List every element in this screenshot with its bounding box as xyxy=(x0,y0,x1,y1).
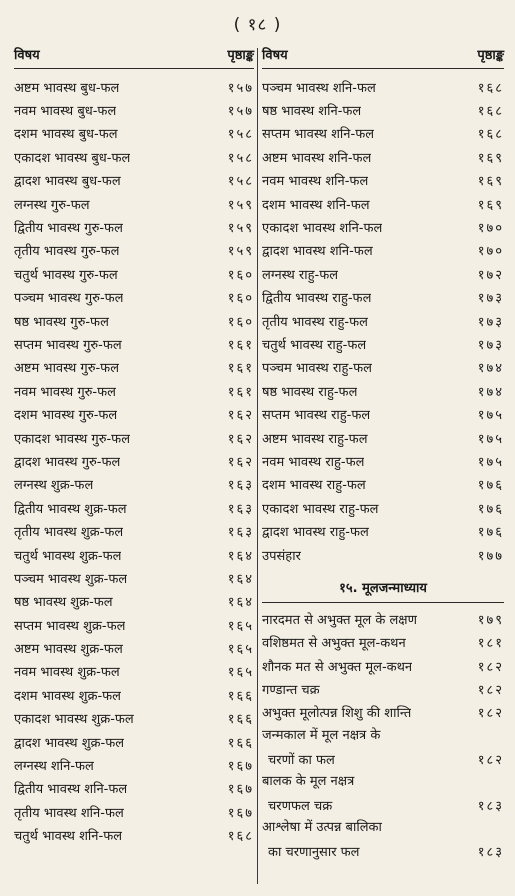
toc-entry-title-line2: चरणफल चक्र xyxy=(268,798,333,814)
toc-entry-title: नवम भावस्थ शनि-फल xyxy=(262,174,369,190)
toc-entry-title: द्वादश भावस्थ शनि-फल xyxy=(262,244,373,260)
toc-entry-title: चतुर्थ भावस्थ राहु-फल xyxy=(262,337,367,353)
toc-entry xyxy=(14,169,254,192)
toc-entry xyxy=(262,75,504,98)
toc-entry-title: द्वादश भावस्थ गुरु-फल xyxy=(14,454,121,470)
toc-entry-page: १७३ xyxy=(477,314,504,330)
toc-entry-title: दशम भावस्थ बुध-फल xyxy=(14,127,118,143)
toc-entry-title: तृतीय भावस्थ शुक्र-फल xyxy=(14,525,124,541)
toc-entry xyxy=(262,631,504,654)
toc-entry-title: एकादश भावस्थ बुध-फल xyxy=(14,150,131,166)
toc-entry-page: १६५ xyxy=(227,665,254,681)
toc-entry-page: १५९ xyxy=(227,221,254,237)
toc-entry-title: लग्नस्थ शनि-फल xyxy=(14,759,94,775)
toc-entry-title: नारदमत से अभुक्त मूल के लक्षण xyxy=(262,612,417,628)
toc-entry-title: द्वितीय भावस्थ गुरु-फल xyxy=(14,221,123,237)
toc-entry xyxy=(262,402,504,425)
toc-entry xyxy=(14,660,254,683)
toc-entry-title: अभुक्त मूलोत्पन्न शिशु की शान्ति xyxy=(262,706,412,722)
toc-entry-title: लग्नस्थ शुक्र-फल xyxy=(14,478,94,494)
toc-entry-title-line2: चरणों का फल xyxy=(268,752,335,768)
toc-entry xyxy=(262,145,504,168)
toc-entry-page: १७४ xyxy=(477,384,504,400)
toc-entry-title: नवम भावस्थ बुध-फल xyxy=(14,104,117,120)
toc-entry xyxy=(262,677,504,700)
toc-entry-title: चतुर्थ भावस्थ शनि-फल xyxy=(14,829,123,845)
toc-entry-title: अष्टम भावस्थ बुध-फल xyxy=(14,80,120,96)
toc-entry-page: १५९ xyxy=(227,244,254,260)
toc-entry xyxy=(14,122,254,145)
toc-entry xyxy=(14,707,254,730)
toc-entry xyxy=(14,519,254,542)
toc-entry-page: १७६ xyxy=(477,501,504,517)
toc-entry xyxy=(14,590,254,613)
toc-entry-page: १५८ xyxy=(227,174,254,190)
toc-entry-title: द्वितीय भावस्थ शुक्र-फल xyxy=(14,501,127,517)
toc-entry-page: १५७ xyxy=(227,104,254,120)
toc-entry-title: षष्ठ भावस्थ शुक्र-फल xyxy=(14,595,113,611)
toc-entry-page: १७६ xyxy=(477,525,504,541)
toc-entry-title: नवम भावस्थ राहु-फल xyxy=(262,454,365,470)
toc-entry-title: सप्तम भावस्थ गुरु-फल xyxy=(14,337,122,353)
toc-entry-page: १८१ xyxy=(477,636,504,652)
toc-entry xyxy=(262,215,504,238)
toc-entry-title: द्वादश भावस्थ बुध-फल xyxy=(14,174,121,190)
toc-entry xyxy=(14,98,254,121)
toc-entry-page: १८२ xyxy=(477,752,504,768)
toc-entry-title: तृतीय भावस्थ शनि-फल xyxy=(14,805,124,821)
toc-entry-title: अष्टम भावस्थ शुक्र-फल xyxy=(14,642,123,658)
page-number: ( १८ ) xyxy=(233,15,282,35)
toc-entry-page: १६८ xyxy=(477,80,504,96)
toc-entry-page: १६९ xyxy=(477,174,504,190)
toc-entry-title-line1: जन्मकाल में मूल नक्षत्र के xyxy=(262,728,381,744)
subject-header: विषय xyxy=(14,48,40,63)
toc-entry xyxy=(262,543,504,566)
toc-entry-title: शौनक मत से अभुक्त मूल-कथन xyxy=(262,659,413,675)
toc-entry-page: १६८ xyxy=(477,104,504,120)
toc-entry-title: नवम भावस्थ शुक्र-फल xyxy=(14,665,120,681)
toc-entry-page: १७५ xyxy=(477,408,504,424)
toc-entry-title: षष्ठ भावस्थ शनि-फल xyxy=(262,104,362,120)
toc-entry-title: पञ्चम भावस्थ गुरु-फल xyxy=(14,291,124,307)
toc-entry-title: चतुर्थ भावस्थ शुक्र-फल xyxy=(14,548,122,564)
toc-entry-title: दशम भावस्थ शनि-फल xyxy=(262,197,370,213)
left-column xyxy=(14,40,254,890)
toc-entry-title: अष्टम भावस्थ शनि-फल xyxy=(262,150,372,166)
toc-entry-page: १६३ xyxy=(227,478,254,494)
toc-entry-page: १८२ xyxy=(477,706,504,722)
toc-entry-page: १५८ xyxy=(227,150,254,166)
right-entry-list xyxy=(262,75,504,566)
toc-entry-line2 xyxy=(262,747,504,770)
left-entry-list xyxy=(14,75,254,847)
toc-entry-title: पञ्चम भावस्थ शुक्र-फल xyxy=(14,571,128,587)
toc-entry-title: द्वितीय भावस्थ राहु-फल xyxy=(262,291,372,307)
toc-entry xyxy=(14,379,254,402)
toc-entry xyxy=(262,169,504,192)
toc-entry xyxy=(262,426,504,449)
toc-entry-title: द्वादश भावस्थ राहु-फल xyxy=(262,525,369,541)
toc-entry-page: १८३ xyxy=(477,798,504,814)
toc-entry xyxy=(14,402,254,425)
toc-entry xyxy=(14,215,254,238)
toc-entry xyxy=(14,239,254,262)
toc-entry-title: अष्टम भावस्थ गुरु-फल xyxy=(14,361,120,377)
toc-entry xyxy=(262,496,504,519)
toc-entry-title: दशम भावस्थ शुक्र-फल xyxy=(14,688,121,704)
toc-entry-page: १६४ xyxy=(227,571,254,587)
toc-entry-title: एकादश भावस्थ राहु-फल xyxy=(262,501,379,517)
toc-entry xyxy=(262,356,504,379)
right-header xyxy=(262,40,504,69)
chapter-entry-list xyxy=(262,607,504,724)
chapter-heading: १५. मूलजन्माध्याय xyxy=(262,576,504,603)
toc-entry xyxy=(14,309,254,332)
toc-entry xyxy=(14,777,254,800)
toc-entry xyxy=(14,145,254,168)
toc-entry-page: १६० xyxy=(227,291,254,307)
toc-entry-title: उपसंहार xyxy=(262,548,301,564)
toc-entry-title: द्वादश भावस्थ शुक्र-फल xyxy=(14,735,125,751)
toc-entry xyxy=(14,730,254,753)
toc-entry-page: १६७ xyxy=(227,805,254,821)
toc-entry-page: १६४ xyxy=(227,595,254,611)
toc-entry-line2 xyxy=(262,793,504,816)
toc-entry-title-line2: का चरणानुसार फल xyxy=(268,844,360,860)
toc-entry-page: १६४ xyxy=(227,548,254,564)
toc-entry-title-line1: बालक के मूल नक्षत्र xyxy=(262,774,355,790)
toc-entry-page: १६३ xyxy=(227,525,254,541)
chapter-multiline-list xyxy=(262,724,504,862)
toc-entry-page: १७९ xyxy=(477,612,504,628)
toc-entry-title: षष्ठ भावस्थ राहु-फल xyxy=(262,384,358,400)
toc-entry-title: गण्डान्त चक्र xyxy=(262,683,320,699)
toc-entry xyxy=(262,449,504,472)
toc-entry-page: १६३ xyxy=(227,501,254,517)
toc-entry-page: १६७ xyxy=(227,782,254,798)
toc-entry xyxy=(14,683,254,706)
toc-entry-page: १६५ xyxy=(227,642,254,658)
toc-entry-page: १७६ xyxy=(477,478,504,494)
toc-entry-title: तृतीय भावस्थ राहु-फल xyxy=(262,314,368,330)
toc-entry xyxy=(14,449,254,472)
toc-entry xyxy=(14,496,254,519)
toc-entry-line2 xyxy=(262,839,504,862)
toc-entry xyxy=(14,192,254,215)
toc-entry xyxy=(14,566,254,589)
toc-entry xyxy=(14,613,254,636)
toc-entry-title: पञ्चम भावस्थ राहु-फल xyxy=(262,361,372,377)
toc-entry xyxy=(262,98,504,121)
toc-entry xyxy=(262,286,504,309)
toc-entry-page: १८२ xyxy=(477,683,504,699)
toc-entry xyxy=(262,122,504,145)
toc-entry-page: १६६ xyxy=(227,688,254,704)
toc-entry xyxy=(14,800,254,823)
toc-entry-page: १६९ xyxy=(477,197,504,213)
toc-entry xyxy=(262,262,504,285)
column-divider xyxy=(257,48,258,884)
toc-entry-title-line1: आश्लेषा में उत्पन्न बालिका xyxy=(262,820,382,836)
toc-entry-page: १७३ xyxy=(477,337,504,353)
toc-entry-title: सप्तम भावस्थ शुक्र-फल xyxy=(14,618,126,634)
toc-entry-page: १७४ xyxy=(477,361,504,377)
toc-entry xyxy=(14,753,254,776)
toc-entry-page: १७२ xyxy=(477,267,504,283)
toc-entry-page: १५९ xyxy=(227,197,254,213)
toc-entry-title: पञ्चम भावस्थ शनि-फल xyxy=(262,80,376,96)
toc-entry xyxy=(262,654,504,677)
toc-entry-title: दशम भावस्थ राहु-फल xyxy=(262,478,366,494)
toc-entry-page: १७० xyxy=(477,221,504,237)
toc-entry xyxy=(262,519,504,542)
page-header: पृष्ठाङ्क xyxy=(477,48,504,63)
toc-entry-title: वशिष्ठमत से अभुक्त मूल-कथन xyxy=(262,636,406,652)
toc-entry-page: १५७ xyxy=(227,80,254,96)
toc-entry-page: १६२ xyxy=(227,431,254,447)
toc-entry xyxy=(262,309,504,332)
right-column xyxy=(262,40,504,890)
toc-entry xyxy=(262,701,504,724)
toc-entry-title: एकादश भावस्थ गुरु-फल xyxy=(14,431,131,447)
toc-entry xyxy=(262,332,504,355)
toc-entry-page: १६५ xyxy=(227,618,254,634)
toc-entry-page: १६२ xyxy=(227,454,254,470)
toc-entry-title: सप्तम भावस्थ राहु-फल xyxy=(262,408,371,424)
toc-entry-page: १६० xyxy=(227,267,254,283)
toc-entry-title: चतुर्थ भावस्थ गुरु-फल xyxy=(14,267,118,283)
toc-entry-title: तृतीय भावस्थ गुरु-फल xyxy=(14,244,120,260)
toc-entry xyxy=(14,824,254,847)
toc-entry-page: १८२ xyxy=(477,659,504,675)
toc-entry-page: १६० xyxy=(227,314,254,330)
toc-entry-title: सप्तम भावस्थ शनि-फल xyxy=(262,127,375,143)
toc-entry xyxy=(262,724,504,770)
toc-entry xyxy=(14,286,254,309)
toc-entry-page: १७५ xyxy=(477,454,504,470)
toc-entry-title: लग्नस्थ गुरु-फल xyxy=(14,197,90,213)
toc-entry xyxy=(14,473,254,496)
toc-entry xyxy=(262,607,504,630)
toc-entry-page: १७७ xyxy=(477,548,504,564)
toc-entry-page: १५८ xyxy=(227,127,254,143)
toc-entry xyxy=(262,816,504,862)
toc-entry-page: १६८ xyxy=(227,829,254,845)
toc-entry-title: एकादश भावस्थ शुक्र-फल xyxy=(14,712,134,728)
toc-entry xyxy=(14,75,254,98)
toc-entry xyxy=(14,636,254,659)
toc-entry xyxy=(262,473,504,496)
toc-entry-page: १७३ xyxy=(477,291,504,307)
toc-entry-page: १६६ xyxy=(227,712,254,728)
subject-header: विषय xyxy=(262,48,288,63)
toc-entry xyxy=(14,543,254,566)
toc-entry-page: १६१ xyxy=(227,361,254,377)
toc-entry xyxy=(262,770,504,816)
page-header: पृष्ठाङ्क xyxy=(227,48,254,63)
toc-entry-title: लग्नस्थ राहु-फल xyxy=(262,267,339,283)
toc-entry xyxy=(14,262,254,285)
toc-entry-page: १६७ xyxy=(227,759,254,775)
toc-entry-page: १६८ xyxy=(477,127,504,143)
toc-entry-page: १६९ xyxy=(477,150,504,166)
toc-entry xyxy=(14,426,254,449)
toc-entry-title: अष्टम भावस्थ राहु-फल xyxy=(262,431,368,447)
toc-entry-page: १६२ xyxy=(227,408,254,424)
toc-entry-page: १६६ xyxy=(227,735,254,751)
toc-entry-title: द्वितीय भावस्थ शनि-फल xyxy=(14,782,128,798)
toc-entry-title: दशम भावस्थ गुरु-फल xyxy=(14,408,118,424)
toc-entry-page: १८३ xyxy=(477,844,504,860)
toc-entry xyxy=(14,356,254,379)
toc-entry xyxy=(262,192,504,215)
toc-entry-page: १६१ xyxy=(227,337,254,353)
toc-entry xyxy=(262,379,504,402)
toc-entry xyxy=(14,332,254,355)
toc-entry-title: नवम भावस्थ गुरु-फल xyxy=(14,384,116,400)
toc-entry-page: १७५ xyxy=(477,431,504,447)
toc-entry-title: षष्ठ भावस्थ गुरु-फल xyxy=(14,314,109,330)
toc-entry xyxy=(262,239,504,262)
toc-entry-page: १७० xyxy=(477,244,504,260)
toc-entry-title: एकादश भावस्थ शनि-फल xyxy=(262,221,383,237)
toc-entry-page: १६१ xyxy=(227,384,254,400)
left-header xyxy=(14,40,254,69)
